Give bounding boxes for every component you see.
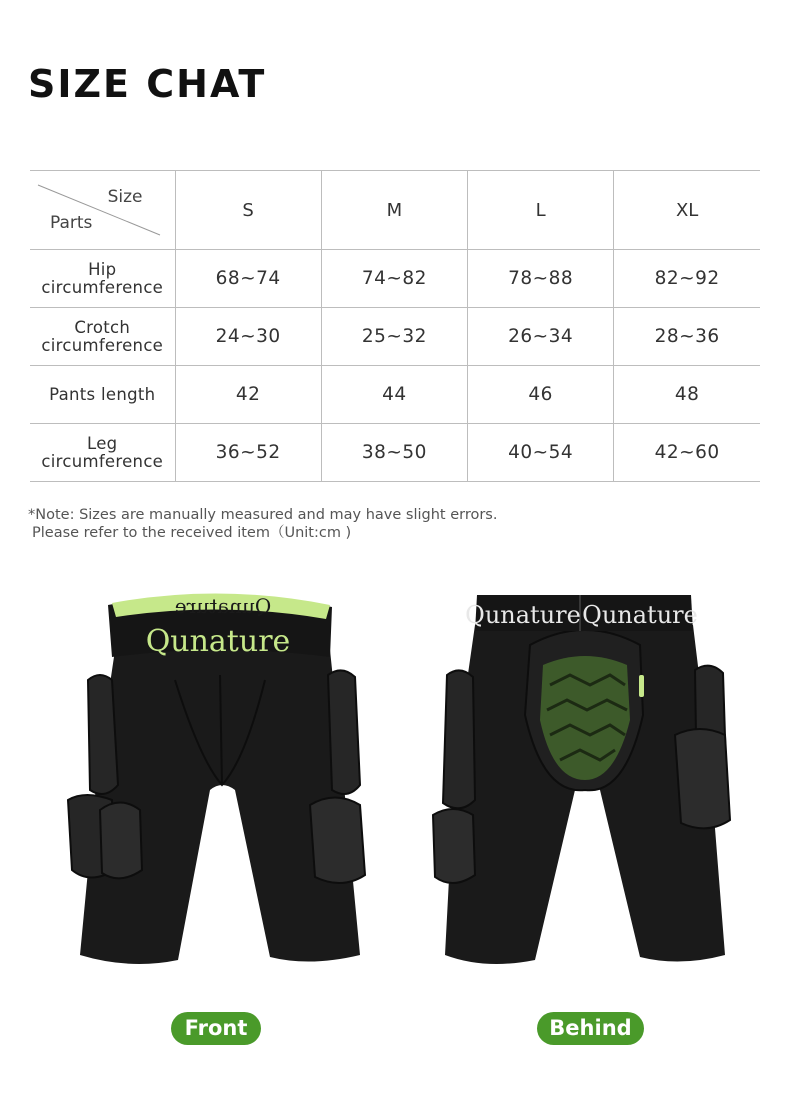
- table-cell: 82~92: [614, 250, 760, 308]
- waistband-logo: Qunature: [145, 624, 291, 659]
- part-label-line1: Leg: [87, 433, 118, 453]
- waistband-inner-logo: Qunature: [174, 594, 272, 618]
- front-badge: Front: [171, 1012, 261, 1045]
- table-cell: 68~74: [175, 250, 321, 308]
- corner-cell: [30, 171, 175, 250]
- table-cell: 46: [468, 366, 614, 424]
- note-line2: Please refer to the received item（Unit:cm ): [32, 525, 352, 541]
- shorts-front-image: [60, 585, 380, 975]
- table-cell: 40~54: [468, 424, 614, 482]
- table-row: [30, 250, 760, 308]
- table-cell: 26~34: [468, 308, 614, 366]
- table-row: [30, 366, 760, 424]
- size-header-s: S: [175, 171, 321, 250]
- corner-parts-label: Parts: [50, 213, 93, 233]
- part-label-line2: circumference: [41, 335, 164, 355]
- size-note: [28, 506, 497, 542]
- note-line1: *Note: Sizes are manually measured and may have slight errors.: [28, 507, 498, 523]
- table-row: [30, 424, 760, 482]
- size-header-l: L: [468, 171, 614, 250]
- part-label: [30, 308, 175, 366]
- size-header-m: M: [321, 171, 467, 250]
- part-label-line1: Hip: [88, 259, 117, 279]
- size-header-xl: XL: [614, 171, 760, 250]
- page-title: SIZE CHAT: [28, 62, 267, 106]
- size-table: [30, 170, 760, 482]
- part-label: [30, 366, 175, 424]
- table-cell: 74~82: [321, 250, 467, 308]
- behind-badge: Behind: [537, 1012, 644, 1045]
- table-header-row: [30, 171, 760, 250]
- table-cell: 25~32: [321, 308, 467, 366]
- part-label: [30, 250, 175, 308]
- table-cell: 42: [175, 366, 321, 424]
- waistband-logo-right: Qunature: [582, 601, 698, 629]
- waistband-logo-left: Qunature: [465, 601, 581, 629]
- table-cell: 48: [614, 366, 760, 424]
- part-label-line1: Crotch: [74, 317, 131, 337]
- part-label-line2: circumference: [41, 277, 164, 297]
- table-cell: 24~30: [175, 308, 321, 366]
- corner-size-label: Size: [107, 187, 143, 207]
- table-cell: 78~88: [468, 250, 614, 308]
- table-cell: 42~60: [614, 424, 760, 482]
- table-cell: 38~50: [321, 424, 467, 482]
- table-row: [30, 308, 760, 366]
- shorts-behind-image: [425, 585, 745, 975]
- table-cell: 28~36: [614, 308, 760, 366]
- part-label-line1: Pants length: [49, 384, 156, 404]
- part-label: [30, 424, 175, 482]
- table-cell: 44: [321, 366, 467, 424]
- diagonal-divider: [30, 171, 175, 250]
- table-cell: 36~52: [175, 424, 321, 482]
- part-label-line2: circumference: [41, 451, 164, 471]
